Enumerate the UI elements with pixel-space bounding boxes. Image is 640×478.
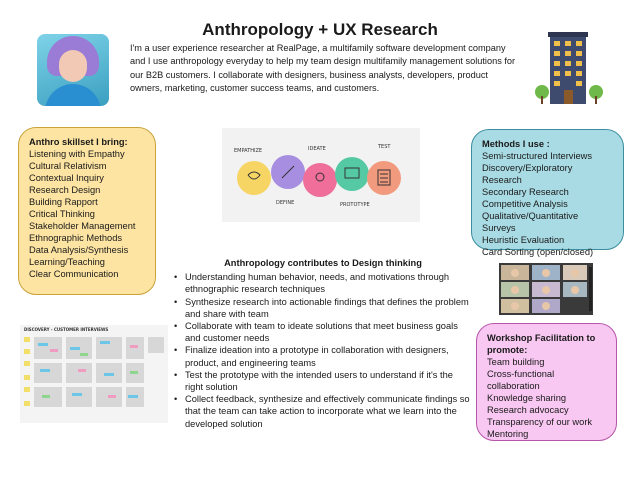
discovery-interviews-board [20, 325, 168, 423]
skill-item: Contextual Inquiry [29, 173, 104, 183]
list-item: • Collect feedback, synthesize and effectively communicate findings so that the team can take action to incorporate what we learn into the developed solution [173, 393, 473, 430]
contributions-list [173, 271, 473, 430]
prototype-stage [335, 157, 369, 191]
method-item: Semi-structured Interviews [482, 151, 593, 161]
profile-photo [37, 34, 109, 106]
photo-face-shape [59, 50, 87, 82]
workshop-item: Team building [487, 357, 545, 367]
method-item: Heuristic Evaluation [482, 235, 565, 245]
intro-paragraph: I'm a user experience researcher at RealPage, a multifamily software development company and I use anthropology everyday to help my team design multifamily management solutions for our B2B customers. I collaborate with designers, business analysts, developers, product owners, marketing, customer success teams, and customers. [130, 43, 516, 93]
skillset-heading: Anthro skillset I bring: [29, 137, 128, 147]
skill-item: Learning/Teaching [29, 257, 105, 267]
design-thinking-contributions [173, 257, 473, 430]
skill-item: Cultural Relativism [29, 161, 107, 171]
list-item: • Test the prototype with the intended users to understand if it's the right solution [173, 369, 473, 393]
workshop-item: Mentoring [487, 429, 529, 439]
method-item: Secondary Research [482, 187, 569, 197]
workshop-item: Research advocacy [487, 405, 569, 415]
workshop-item: Transparency of our work [487, 417, 593, 427]
method-item: Discovery/Exploratory Research [482, 163, 573, 185]
prototype-label: PROTOTYPE [340, 202, 370, 208]
workshop-item: Cross-functional collaboration [487, 369, 555, 391]
photo-body-shape [45, 84, 101, 106]
workshop-heading: Workshop Facilitation to promote: [487, 333, 596, 355]
list-item: • Understanding human behavior, needs, and motivations through ethnographic research techniques [173, 271, 473, 295]
skill-item: Stakeholder Management [29, 221, 136, 231]
video-meeting-screenshot [499, 263, 593, 315]
list-item: • Synthesize research into actionable findings that defines the problem and share with team [173, 296, 473, 320]
methods-heading: Methods I use : [482, 139, 550, 149]
workshop-item: Knowledge sharing [487, 393, 567, 403]
list-item: • Collaborate with team to ideate solutions that meet business goals and customer needs [173, 320, 473, 344]
skill-item: Listening with Empathy [29, 149, 125, 159]
methods-card [471, 129, 624, 257]
empathize-stage [237, 161, 271, 195]
method-item: Card Sorting (open/closed) [482, 247, 594, 257]
workshop-card [476, 323, 617, 441]
design-thinking-diagram [222, 128, 420, 222]
apartment-building-icon [534, 28, 604, 106]
list-item: • Finalize ideation into a prototype in collaboration with designers, product, and engineering teams [173, 344, 473, 368]
skill-item: Clear Communication [29, 269, 119, 279]
contributions-heading: Anthropology contributes to Design thinking [224, 258, 422, 268]
skillset-card [18, 127, 156, 295]
ideate-label: IDEATE [308, 146, 326, 152]
skill-item: Research Design [29, 185, 101, 195]
board-title: DISCOVERY - CUSTOMER INTERVIEWS [24, 327, 109, 332]
empathize-label: EMPATHIZE [234, 148, 263, 154]
method-item: Qualitative/Quantitative Surveys [482, 211, 579, 233]
ideate-stage [303, 163, 337, 197]
skill-item: Ethnographic Methods [29, 233, 123, 243]
page-title: Anthropology + UX Research [202, 20, 438, 39]
skill-item: Data Analysis/Synthesis [29, 245, 129, 255]
method-item: Competitive Analysis [482, 199, 568, 209]
skill-item: Building Rapport [29, 197, 98, 207]
test-label: TEST [378, 144, 391, 150]
define-label: DEFINE [276, 200, 295, 206]
skill-item: Critical Thinking [29, 209, 95, 219]
